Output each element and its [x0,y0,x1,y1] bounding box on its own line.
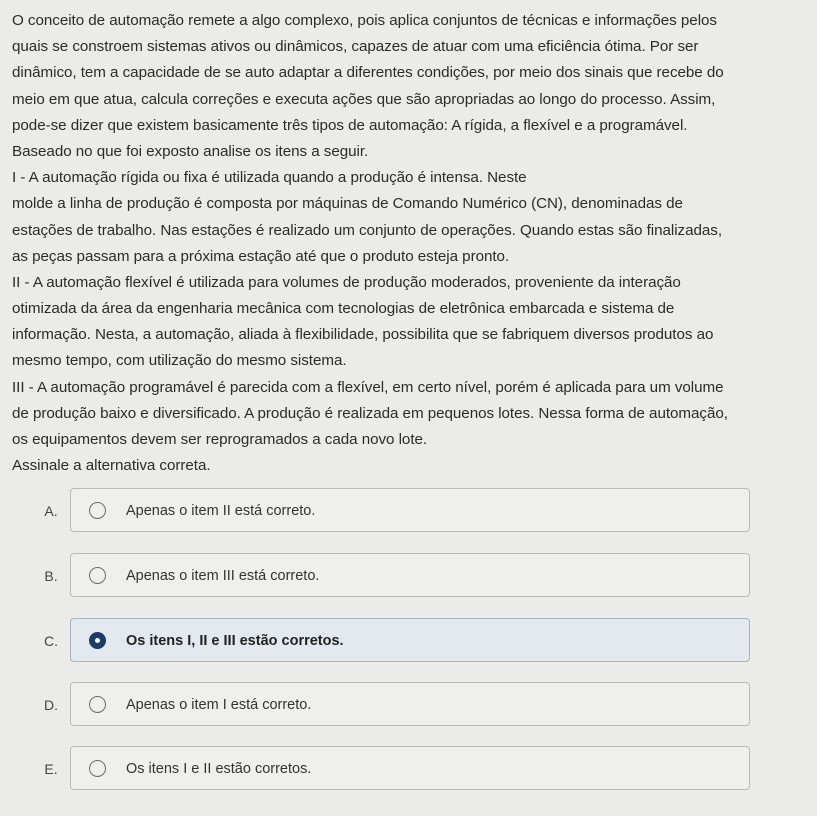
radio-unchecked-icon[interactable] [89,760,106,777]
radio-unchecked-icon[interactable] [89,567,106,584]
option-label: Os itens I, II e III estão corretos. [126,633,344,649]
question-line: dinâmico, tem a capacidade de se auto adaptar a diferentes condições, por meio dos sinais que recebe do [12,64,724,82]
item-i-line: molde a linha de produção é composta por máquinas de Comando Numérico (CN), denominadas de [12,195,683,213]
option-label: Apenas o item III está correto. [126,568,320,584]
item-ii-line: mesmo tempo, com utilização do mesmo sistema. [12,352,347,370]
item-ii-line: informação. Nesta, a automação, aliada à flexibilidade, possibilita que se fabriquem diversos produtos ao [12,326,714,344]
option-e-button[interactable] [70,746,750,790]
option-b [0,553,817,599]
option-d [0,682,817,728]
option-c-button[interactable] [70,618,750,662]
instruction-text: Assinale a alternativa correta. [12,457,211,475]
option-letter: D. [44,697,58,713]
item-ii-line: otimizada da área da engenharia mecânica com tecnologias de eletrônica embarcada e sistema de [12,300,675,318]
option-e [0,746,817,792]
option-letter: B. [44,568,58,584]
item-iii-line: III - A automação programável é parecida com a flexível, em certo nível, porém é aplicada para um volume [12,378,724,396]
option-c [0,618,817,664]
item-iii-line: os equipamentos devem ser reprogramados a cada novo lote. [12,431,428,448]
question-text [12,8,810,479]
question-line: quais se constroem sistemas ativos ou dinâmicos, capazes de atuar com uma eficiência ótima. Por ser [12,38,699,56]
item-i-line: I - A automação rígida ou fixa é utilizada quando a produção é intensa. Neste [12,169,527,187]
radio-checked-icon[interactable] [89,632,106,649]
option-letter: A. [44,503,58,519]
question-line: pode-se dizer que existem basicamente três tipos de automação: A rígida, a flexível e a programável. [12,116,688,134]
item-iii-line: de produção baixo e diversificado. A produção é realizada em pequenos lotes. Nessa forma de automação, [12,404,728,422]
item-i-line: as peças passam para a próxima estação até que o produto esteja pronto. [12,247,510,265]
item-ii-line: II - A automação flexível é utilizada para volumes de produção moderados, proveniente da interação [12,273,681,291]
option-a-button[interactable] [70,488,750,532]
option-letter: E. [44,761,58,777]
option-label: Os itens I e II estão corretos. [126,761,312,777]
item-i-line: estações de trabalho. Nas estações é realizado um conjunto de operações. Quando estas são finalizadas, [12,221,723,239]
question-line: Baseado no que foi exposto analise os itens a seguir. [12,142,369,160]
option-a [0,488,817,534]
option-label: Apenas o item II está correto. [126,503,316,519]
question-line: O conceito de automação remete a algo complexo, pois aplica conjuntos de técnicas e informações pelos [12,12,717,29]
option-b-button[interactable] [70,553,750,597]
radio-unchecked-icon[interactable] [89,502,106,519]
radio-unchecked-icon[interactable] [89,696,106,713]
question-line: meio em que atua, calcula correções e executa ações que são apropriadas ao longo do processo. Assim, [12,90,716,108]
option-d-button[interactable] [70,682,750,726]
option-label: Apenas o item I está correto. [126,697,312,713]
option-letter: C. [44,633,58,649]
